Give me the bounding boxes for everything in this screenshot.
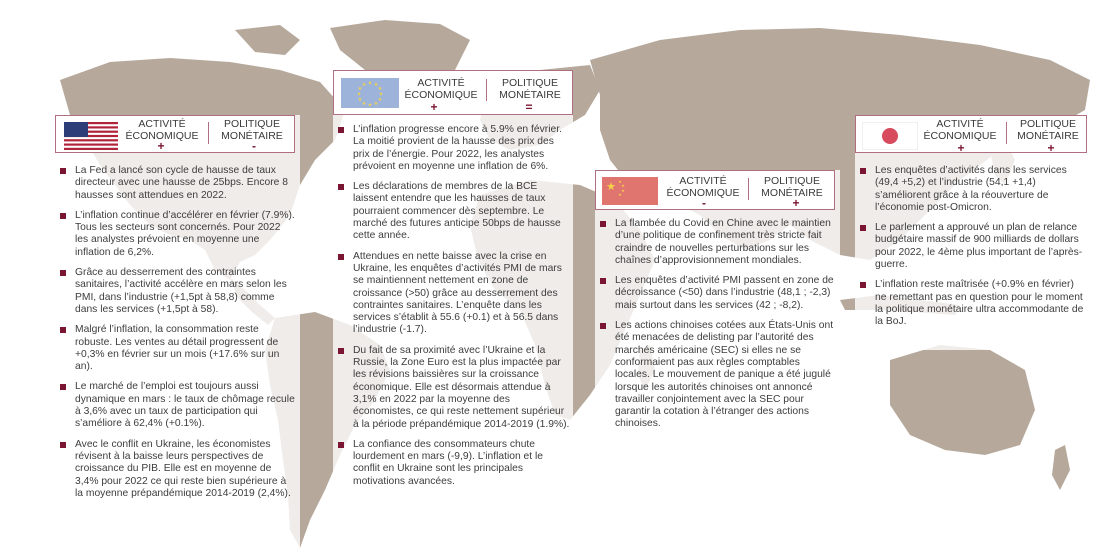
list-item: Avec le conflit en Ukraine, les économistes révisent à la baisse leurs perspectives de croissance du PIB. Elle est en moyenne de 3,4% pour 2022 ce qui reste bien supérieure à la moyenne prépandémique 2014-2019 (2,4%). xyxy=(60,439,295,500)
eurozone-policy-label: POLITIQUE MONÉTAIRE xyxy=(499,77,561,101)
china-policy-sign: + xyxy=(792,196,800,210)
list-item: Les déclarations de membres de la BCE laissent entendre que les hausses de taux pourraient commencer dès septembre. Le marché des futures anticipe 50bps de hausse cette année. xyxy=(338,181,570,242)
list-item: L’inflation continue d’accélérer en février (7.9%). Tous les secteurs sont concernés. Pour 2022 les analystes prévoient en moyenne une inflation de 6,2%. xyxy=(60,210,295,259)
china-flag-icon xyxy=(602,177,658,205)
svg-text:★: ★ xyxy=(357,97,363,103)
svg-text:★: ★ xyxy=(618,192,622,197)
list-item: L’inflation progresse encore à 5.9% en février. La moitié provient de la hausse des prix des prix de l’énergie. Pour 2022, les analystes prévoient en moyenne une inflation de 6%. xyxy=(338,124,570,173)
china-activity-label: ACTIVITÉ ÉCONOMIQUE xyxy=(666,175,740,199)
japan-panel xyxy=(855,115,1090,350)
china-activity-sign: - xyxy=(702,196,706,210)
usa-panel xyxy=(55,115,300,555)
svg-text:★: ★ xyxy=(618,179,622,184)
svg-text:★: ★ xyxy=(621,183,625,188)
japan-bullet-list xyxy=(860,165,1088,337)
svg-text:★: ★ xyxy=(606,180,616,193)
new-zealand-shape xyxy=(1052,445,1070,490)
list-item: Du fait de sa proximité avec l’Ukraine et la Russie, la Zone Euro est la plus impactée par les révisions baissières sur la croissance économique. Elle est désormais attendue à 3,1% en 2022 par la moyenne des économistes, ce qui reste nettement supérieur à la période prépandémique 2014-2019 (1.9%). xyxy=(338,345,570,431)
usa-header-divider xyxy=(208,122,209,144)
china-policy-label: POLITIQUE MONÉTAIRE xyxy=(761,175,823,199)
eu-flag-icon xyxy=(341,78,399,108)
list-item: Malgré l’inflation, la consommation reste robuste. Les ventes au détail progressent de +0,3% en février sur un mois (+17.6% sur un an). xyxy=(60,324,295,373)
japan-flag-icon xyxy=(862,122,918,150)
china-header-divider xyxy=(748,178,749,200)
list-item: Les enquêtes d’activité PMI passent en zone de décroissance (<50) dans l’industrie (48,1 ; -2,3) mais surtout dans les services (42 ; -8,2). xyxy=(600,275,836,312)
list-item: Grâce au desserrement des contraintes sanitaires, l’activité accélère en mars selon les PMI, dans l’industrie (+1,5pt à 58,8) comme dans les services (+1,5pt à 58). xyxy=(60,267,295,316)
china-panel xyxy=(595,170,840,470)
list-item: Le marché de l’emploi est toujours aussi dynamique en mars : le taux de chômage recule à 3,6% avec un taux de participation qui s’améliore à 62,4% (+0.1%). xyxy=(60,381,295,430)
eurozone-policy-sign: = xyxy=(525,100,533,114)
usa-bullet-list xyxy=(60,165,295,508)
list-item: L’inflation reste maîtrisée (+0.9% en février) ne remettant pas en question pour le moment la politique monétaire ultra accommodante de la BoJ. xyxy=(860,279,1088,328)
list-item: La confiance des consommateurs chute lourdement en mars (-9,9). L’inflation et le conflit en Ukraine sont les principales motivations avancées. xyxy=(338,439,570,488)
eurozone-panel xyxy=(333,70,573,530)
eurozone-activity-label: ACTIVITÉ ÉCONOMIQUE xyxy=(404,77,478,101)
svg-text:★: ★ xyxy=(361,82,367,88)
australia-shape xyxy=(890,345,1035,455)
list-item: La Fed a lancé son cycle de hausse de taux directeur avec une hausse de 25bps. Encore 8 hausses sont attendues en 2022. xyxy=(60,165,295,202)
svg-text:★: ★ xyxy=(367,80,373,87)
usa-flag-icon xyxy=(64,122,118,150)
japan-activity-label: ACTIVITÉ ÉCONOMIQUE xyxy=(923,118,997,142)
svg-text:★: ★ xyxy=(378,91,384,98)
svg-text:★: ★ xyxy=(356,91,362,98)
china-bullet-list xyxy=(600,218,836,439)
japan-activity-sign: + xyxy=(957,141,965,155)
japan-policy-label: POLITIQUE MONÉTAIRE xyxy=(1017,118,1079,142)
usa-policy-sign: - xyxy=(252,139,256,153)
usa-policy-label: POLITIQUE MONÉTAIRE xyxy=(221,118,283,142)
list-item: La flambée du Covid en Chine avec le maintien d’une politique de confinement très stricte fait craindre de nouvelles perturbations sur les chaînes d’approvisionnement mondiales. xyxy=(600,218,836,267)
svg-text:★: ★ xyxy=(361,101,367,107)
eurozone-header-divider xyxy=(486,79,487,101)
usa-activity-sign: + xyxy=(157,139,165,153)
svg-text:★: ★ xyxy=(373,82,379,88)
eurozone-header xyxy=(333,70,573,115)
list-item: Le parlement a approuvé un plan de relance budgétaire massif de 900 milliards de dollars pour 2022, le 4ème plus important de l’après-guerre. xyxy=(860,222,1088,271)
eurozone-bullet-list xyxy=(338,124,570,496)
svg-text:★: ★ xyxy=(367,102,373,108)
arctic-islands-shape xyxy=(235,25,300,55)
svg-text:★: ★ xyxy=(377,97,383,103)
list-item: Les actions chinoises cotées aux États-Unis ont été menacées de delisting par l’autorité des marchés américaine (SEC) si elles ne se conformaient pas aux règles comptables locales. Le mouvement de panique a été jugulé lorsque les autorités chinoises ont annoncé travailler conjointement avec la SEC pour garantir la cotation à l’étranger des actions chinoises. xyxy=(600,320,836,431)
svg-text:★: ★ xyxy=(357,86,363,92)
list-item: Attendues en nette baisse avec la crise en Ukraine, les enquêtes d’activités PMI de mars se maintiennent nettement en zone de croissance (>50) grâce au desserrement des contraintes sanitaires. L’enquête dans les services s’établit à 55.6 (+0.1) et à 56.5 dans l’industrie (-1.7). xyxy=(338,251,570,337)
svg-text:★: ★ xyxy=(373,101,379,107)
svg-text:★: ★ xyxy=(377,86,383,92)
japan-policy-sign: + xyxy=(1047,141,1055,155)
svg-text:★: ★ xyxy=(621,188,625,193)
usa-activity-label: ACTIVITÉ ÉCONOMIQUE xyxy=(125,118,199,142)
japan-header-divider xyxy=(1006,122,1007,144)
list-item: Les enquêtes d’activités dans les services (49,4 +5,2) et l’industrie (54,1 +1,4) s’améliorent grâce à la réouverture de l’économie post-Omicron. xyxy=(860,165,1088,214)
eurozone-activity-sign: + xyxy=(430,100,438,114)
